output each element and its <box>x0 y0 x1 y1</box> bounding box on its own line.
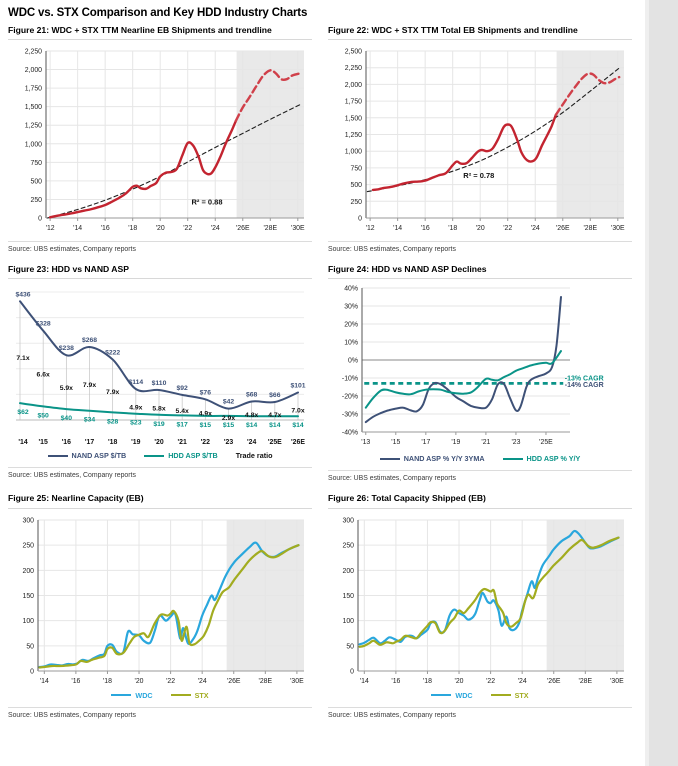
svg-text:'24: '24 <box>530 225 540 233</box>
svg-text:'14: '14 <box>73 225 83 233</box>
legend-item <box>380 454 485 463</box>
svg-text:0: 0 <box>358 215 362 223</box>
legend-label: NAND ASP % Y/Y 3YMA <box>403 454 485 464</box>
title-rule <box>8 278 312 279</box>
svg-text:$114: $114 <box>128 379 144 387</box>
svg-text:'14: '14 <box>39 677 49 685</box>
svg-text:$110: $110 <box>151 380 167 388</box>
svg-text:-14% CAGR: -14% CAGR <box>564 382 604 390</box>
svg-text:1,750: 1,750 <box>24 85 42 93</box>
svg-text:5.8x: 5.8x <box>152 405 166 413</box>
svg-text:$68: $68 <box>245 391 258 399</box>
figure-25-title: Figure 25: Nearline Capacity (EB) <box>8 493 144 504</box>
svg-text:$436: $436 <box>15 291 31 299</box>
svg-text:250: 250 <box>350 198 362 206</box>
svg-text:'25E: '25E <box>539 439 553 447</box>
svg-text:7.1x: 7.1x <box>16 355 30 363</box>
svg-text:'24: '24 <box>210 225 220 233</box>
figure-24-legend <box>328 452 632 465</box>
svg-text:'30E: '30E <box>610 677 624 685</box>
svg-text:200: 200 <box>22 567 34 575</box>
title-rule <box>328 39 632 40</box>
svg-text:4.9x: 4.9x <box>198 410 212 418</box>
legend-label: WDC <box>455 690 473 700</box>
legend-label: STX <box>194 690 209 700</box>
svg-text:'22: '22 <box>486 677 496 685</box>
svg-text:'20: '20 <box>475 225 485 233</box>
svg-text:$14: $14 <box>292 422 304 430</box>
svg-text:$238: $238 <box>58 345 74 353</box>
legend-item <box>503 454 581 463</box>
svg-text:'22: '22 <box>166 677 176 685</box>
svg-text:'24: '24 <box>517 677 527 685</box>
legend-label: HDD ASP $/TB <box>168 451 218 461</box>
svg-text:7.9x: 7.9x <box>82 382 97 390</box>
svg-text:'15: '15 <box>391 439 401 447</box>
svg-text:'20: '20 <box>155 225 165 233</box>
svg-text:100: 100 <box>342 617 354 625</box>
svg-text:$268: $268 <box>81 337 98 345</box>
svg-text:500: 500 <box>350 182 362 190</box>
figure-22-source: Source: UBS estimates, Company reports <box>328 241 632 253</box>
svg-text:'17: '17 <box>84 439 95 447</box>
svg-text:10%: 10% <box>344 339 358 347</box>
figure-22-title: Figure 22: WDC + STX TTM Total EB Shipments and trendline <box>328 25 578 35</box>
svg-text:'26E: '26E <box>226 677 241 685</box>
svg-text:$15: $15 <box>222 422 235 430</box>
svg-text:4.8x: 4.8x <box>245 412 259 420</box>
svg-text:200: 200 <box>342 567 354 575</box>
figure-25-source: Source: UBS estimates, Company reports <box>8 707 312 719</box>
svg-text:'19: '19 <box>451 439 461 447</box>
svg-text:'28E: '28E <box>578 677 593 685</box>
svg-text:R² = 0.88: R² = 0.88 <box>191 197 223 207</box>
svg-text:'26E: '26E <box>555 225 570 233</box>
svg-text:$23: $23 <box>130 420 142 428</box>
svg-text:750: 750 <box>350 165 362 173</box>
figure-23-source: Source: UBS estimates, Company reports <box>8 467 312 479</box>
svg-text:'26E: '26E <box>291 439 305 447</box>
legend-item <box>431 691 472 700</box>
legend-label: WDC <box>135 690 153 700</box>
svg-text:1,750: 1,750 <box>344 98 362 106</box>
figure-22-block <box>328 25 632 253</box>
svg-text:20%: 20% <box>344 321 358 329</box>
page-right-gutter <box>645 0 678 766</box>
legend-item <box>236 451 273 460</box>
svg-text:0: 0 <box>30 668 34 676</box>
svg-text:'22: '22 <box>200 439 210 447</box>
figure-24-chart <box>328 282 632 452</box>
svg-text:'23: '23 <box>511 439 521 447</box>
svg-text:2,000: 2,000 <box>24 67 42 75</box>
svg-text:$19: $19 <box>153 421 165 429</box>
svg-text:2,250: 2,250 <box>344 65 362 73</box>
legend-item <box>111 691 152 700</box>
figure-26-source: Source: UBS estimates, Company reports <box>328 707 632 719</box>
svg-text:$62: $62 <box>17 409 29 417</box>
svg-text:'18: '18 <box>108 439 118 447</box>
figure-26-title: Figure 26: Total Capacity Shipped (EB) <box>328 493 486 504</box>
svg-text:1,500: 1,500 <box>344 115 362 123</box>
legend-label: HDD ASP % Y/Y <box>526 454 581 464</box>
figure-25-legend <box>8 689 312 702</box>
svg-text:300: 300 <box>342 517 354 525</box>
svg-text:'13: '13 <box>361 439 371 447</box>
svg-text:1,500: 1,500 <box>24 104 42 112</box>
svg-text:500: 500 <box>30 178 42 186</box>
figure-26-chart <box>328 512 632 689</box>
svg-text:'12: '12 <box>365 225 375 233</box>
svg-text:$34: $34 <box>83 417 96 425</box>
legend-line-swatch <box>431 694 451 696</box>
svg-text:6.6x: 6.6x <box>36 371 50 379</box>
figure-24-title: Figure 24: HDD vs NAND ASP Declines <box>328 264 487 275</box>
svg-text:'18: '18 <box>422 677 432 685</box>
figure-26-block <box>328 493 632 718</box>
svg-text:'24: '24 <box>247 439 257 447</box>
svg-text:-10%: -10% <box>341 375 358 383</box>
svg-text:5.4x: 5.4x <box>175 408 189 416</box>
svg-text:'14: '14 <box>18 439 28 447</box>
figure-23-chart <box>8 282 312 449</box>
svg-text:40%: 40% <box>344 285 358 293</box>
svg-text:'20: '20 <box>134 677 144 685</box>
svg-text:'16: '16 <box>61 439 71 447</box>
svg-text:100: 100 <box>22 617 34 625</box>
svg-text:-13% CAGR: -13% CAGR <box>564 375 604 383</box>
svg-text:'16: '16 <box>420 225 430 233</box>
svg-text:300: 300 <box>22 517 34 525</box>
svg-text:-20%: -20% <box>341 393 358 401</box>
title-rule <box>328 508 632 509</box>
svg-text:'18: '18 <box>448 225 458 233</box>
svg-text:1,000: 1,000 <box>24 141 42 149</box>
figure-24-source: Source: UBS estimates, Company reports <box>328 470 632 482</box>
figure-24-block <box>328 264 632 482</box>
svg-text:5.9x: 5.9x <box>59 385 73 393</box>
svg-text:'16: '16 <box>391 677 401 685</box>
svg-text:30%: 30% <box>344 303 358 311</box>
legend-item <box>171 691 209 700</box>
svg-text:'25E: '25E <box>267 439 282 447</box>
figure-23-block <box>8 264 312 482</box>
legend-line-swatch <box>144 455 164 457</box>
svg-text:0%: 0% <box>348 357 358 365</box>
svg-text:'23: '23 <box>223 439 234 447</box>
figure-21-title: Figure 21: WDC + STX TTM Nearline EB Shipments and trendline <box>8 25 272 35</box>
svg-text:250: 250 <box>342 542 354 550</box>
svg-text:1,000: 1,000 <box>344 148 362 156</box>
svg-text:'19: '19 <box>131 439 141 447</box>
legend-label: Trade ratio <box>235 451 273 461</box>
figure-22-chart <box>328 43 632 236</box>
svg-text:'15: '15 <box>38 439 48 447</box>
svg-text:$40: $40 <box>60 415 73 423</box>
svg-text:'18: '18 <box>102 677 112 685</box>
svg-text:$14: $14 <box>269 422 281 430</box>
svg-text:$28: $28 <box>106 418 119 426</box>
legend-label: STX <box>514 690 529 700</box>
svg-text:'28E: '28E <box>258 677 273 685</box>
svg-text:2,000: 2,000 <box>344 82 362 90</box>
svg-text:2,250: 2,250 <box>24 48 42 56</box>
figure-23-title: Figure 23: HDD vs NAND ASP <box>8 264 129 275</box>
svg-text:'28E: '28E <box>583 225 598 233</box>
svg-text:$14: $14 <box>245 422 258 430</box>
svg-text:0: 0 <box>38 215 42 223</box>
svg-text:1,250: 1,250 <box>24 122 42 130</box>
figure-21-chart <box>8 43 312 236</box>
svg-text:-40%: -40% <box>341 429 358 437</box>
svg-text:'22: '22 <box>503 225 513 233</box>
svg-text:'22: '22 <box>183 225 193 233</box>
svg-text:'30E: '30E <box>291 225 305 233</box>
svg-text:'17: '17 <box>421 439 431 447</box>
svg-text:'21: '21 <box>177 439 187 447</box>
svg-text:$92: $92 <box>176 385 188 393</box>
page-title: WDC vs. STX Comparison and Key HDD Industry Charts <box>8 7 308 19</box>
svg-text:$15: $15 <box>199 422 212 430</box>
legend-item <box>144 451 218 460</box>
svg-text:'21: '21 <box>481 439 491 447</box>
page-content <box>8 7 634 730</box>
legend-line-swatch <box>491 694 511 696</box>
svg-text:'30E: '30E <box>290 677 304 685</box>
legend-line-swatch <box>48 455 68 457</box>
legend-line-swatch <box>171 694 191 696</box>
svg-text:'14: '14 <box>359 677 369 685</box>
svg-text:'14: '14 <box>393 225 403 233</box>
svg-text:'26E: '26E <box>546 677 561 685</box>
figure-26-legend <box>328 689 632 702</box>
svg-text:$328: $328 <box>35 321 51 329</box>
title-rule <box>8 508 312 509</box>
legend-line-swatch <box>111 694 131 696</box>
figure-grid <box>8 25 634 730</box>
svg-text:4.7x: 4.7x <box>268 412 282 420</box>
svg-text:250: 250 <box>22 542 34 550</box>
svg-text:$222: $222 <box>105 349 121 357</box>
svg-text:R² = 0.78: R² = 0.78 <box>463 171 495 181</box>
svg-text:7.0x: 7.0x <box>291 407 305 415</box>
svg-text:'30E: '30E <box>611 225 625 233</box>
svg-text:0: 0 <box>350 668 354 676</box>
svg-text:'18: '18 <box>128 225 138 233</box>
svg-text:7.9x: 7.9x <box>106 389 120 397</box>
svg-text:250: 250 <box>30 197 42 205</box>
figure-21-source: Source: UBS estimates, Company reports <box>8 241 312 253</box>
svg-text:2.9x: 2.9x <box>221 415 236 423</box>
svg-text:$66: $66 <box>269 392 281 400</box>
svg-text:'16: '16 <box>71 677 81 685</box>
svg-text:150: 150 <box>342 592 354 600</box>
svg-text:'20: '20 <box>454 677 464 685</box>
svg-text:2,500: 2,500 <box>344 48 362 56</box>
svg-text:$101: $101 <box>290 382 306 390</box>
title-rule <box>8 39 312 40</box>
svg-text:750: 750 <box>30 160 42 168</box>
svg-text:$50: $50 <box>37 412 49 420</box>
svg-text:50: 50 <box>26 642 34 650</box>
figure-25-block <box>8 493 312 718</box>
legend-item <box>491 691 529 700</box>
svg-text:'26E: '26E <box>235 225 250 233</box>
figure-21-block <box>8 25 312 253</box>
figure-23-legend <box>8 449 312 462</box>
svg-text:'20: '20 <box>154 439 164 447</box>
svg-text:'24: '24 <box>197 677 207 685</box>
svg-text:1,250: 1,250 <box>344 132 362 140</box>
svg-text:4.9x: 4.9x <box>129 404 143 412</box>
svg-text:'16: '16 <box>100 225 110 233</box>
svg-text:50: 50 <box>346 642 354 650</box>
legend-label: NAND ASP $/TB <box>71 451 127 461</box>
svg-text:$17: $17 <box>176 421 188 429</box>
legend-item <box>48 451 127 460</box>
svg-text:'28E: '28E <box>263 225 278 233</box>
legend-line-swatch <box>380 458 400 460</box>
svg-text:$76: $76 <box>199 389 212 397</box>
legend-line-swatch <box>503 458 523 460</box>
svg-text:-30%: -30% <box>341 411 358 419</box>
svg-text:150: 150 <box>22 592 34 600</box>
svg-text:$42: $42 <box>222 398 235 406</box>
figure-25-chart <box>8 512 312 689</box>
svg-text:'12: '12 <box>45 225 55 233</box>
title-rule <box>328 278 632 279</box>
